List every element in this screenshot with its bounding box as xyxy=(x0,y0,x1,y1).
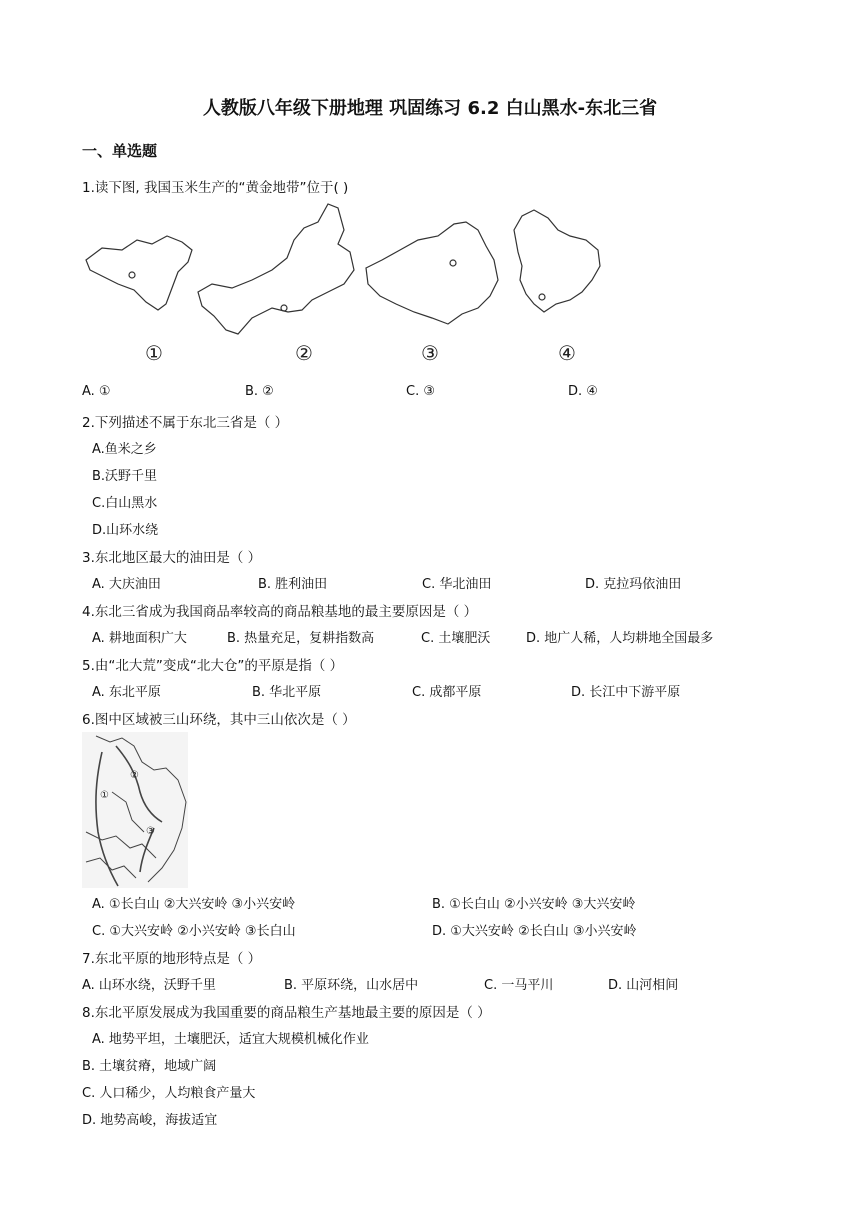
q1-option-d[interactable]: D. ④ xyxy=(568,384,598,399)
q8-option-b[interactable]: B. 土壤贫瘠，地域广阔 xyxy=(82,1059,217,1074)
q7-option-d[interactable]: D. 山河相间 xyxy=(608,978,679,993)
q5-option-b[interactable]: B. 华北平原 xyxy=(252,685,322,700)
q5-option-a[interactable]: A. 东北平原 xyxy=(92,685,161,700)
q7-option-c[interactable]: C. 一马平川 xyxy=(484,978,554,993)
q7-option-b[interactable]: B. 平原环绕，山水居中 xyxy=(284,978,419,993)
page-title: 人教版八年级下册地理 巩固练习 6.2 白山黑水-东北三省 xyxy=(202,98,658,119)
q5-option-c[interactable]: C. 成都平原 xyxy=(412,685,482,700)
q1-option-c[interactable]: C. ③ xyxy=(406,384,435,399)
q2-option-b[interactable]: B.沃野千里 xyxy=(92,469,158,484)
q4-option-c[interactable]: C. 土壤肥沃 xyxy=(421,631,491,646)
province-map-3 xyxy=(366,222,498,324)
province-map-2 xyxy=(198,204,354,334)
province-map-1 xyxy=(86,236,192,310)
q8-option-a[interactable]: A. 地势平坦，土壤肥沃，适宜大规模机械化作业 xyxy=(92,1032,369,1047)
q8-option-c[interactable]: C. 人口稀少，人均粮食产量大 xyxy=(82,1086,256,1101)
q5-option-d[interactable]: D. 长江中下游平原 xyxy=(571,685,681,700)
q7-option-a[interactable]: A. 山环水绕，沃野千里 xyxy=(82,978,216,993)
province-map-4 xyxy=(514,210,600,312)
q2-option-a[interactable]: A.鱼米之乡 xyxy=(92,442,157,457)
map-label-1: ① xyxy=(145,341,163,365)
q6-option-d[interactable]: D. ①大兴安岭 ②长白山 ③小兴安岭 xyxy=(432,924,637,939)
question-5-stem: 5.由“北大荒”变成“北大仓”的平原是指（ ） xyxy=(82,658,344,674)
q1-option-b[interactable]: B. ② xyxy=(245,384,274,399)
svg-text:①: ① xyxy=(100,790,109,801)
question-1-stem: 1.读下图, 我国玉米生产的“黄金地带”位于( ) xyxy=(82,180,349,196)
q3-option-d[interactable]: D. 克拉玛依油田 xyxy=(585,577,682,592)
q6-option-b[interactable]: B. ①长白山 ②小兴安岭 ③大兴安岭 xyxy=(432,897,636,912)
q3-option-c[interactable]: C. 华北油田 xyxy=(422,577,492,592)
map-label-3: ③ xyxy=(421,341,439,365)
question-7-stem: 7.东北平原的地形特点是（ ） xyxy=(82,951,262,967)
q3-option-b[interactable]: B. 胜利油田 xyxy=(258,577,328,592)
q3-option-a[interactable]: A. 大庆油田 xyxy=(92,577,161,592)
q8-option-d[interactable]: D. 地势高峻，海拔适宜 xyxy=(82,1113,218,1128)
q6-option-a[interactable]: A. ①长白山 ②大兴安岭 ③小兴安岭 xyxy=(92,897,296,912)
q4-option-a[interactable]: A. 耕地面积广大 xyxy=(92,631,187,646)
question-6-stem: 6.图中区域被三山环绕，其中三山依次是（ ） xyxy=(82,712,356,728)
question-8-stem: 8.东北平原发展成为我国重要的商品粮生产基地最主要的原因是（ ） xyxy=(82,1005,491,1021)
map-label-4: ④ xyxy=(558,341,576,365)
question-6-northeast-map xyxy=(82,732,188,888)
svg-text:②: ② xyxy=(130,770,139,781)
q4-option-d[interactable]: D. 地广人稀，人均耕地全国最多 xyxy=(526,631,714,646)
svg-text:③: ③ xyxy=(146,826,155,837)
question-1-province-maps xyxy=(82,200,612,370)
q4-option-b[interactable]: B. 热量充足，复耕指数高 xyxy=(227,631,375,646)
question-2-stem: 2.下列描述不属于东北三省是（ ） xyxy=(82,415,289,431)
question-4-stem: 4.东北三省成为我国商品率较高的商品粮基地的最主要原因是（ ） xyxy=(82,604,478,620)
section-heading: 一、单选题 xyxy=(82,142,158,160)
q2-option-d[interactable]: D.山环水绕 xyxy=(92,523,159,538)
question-3-stem: 3.东北地区最大的油田是（ ） xyxy=(82,550,262,566)
map-label-2: ② xyxy=(295,341,313,365)
q1-option-a[interactable]: A. ① xyxy=(82,384,111,399)
q6-option-c[interactable]: C. ①大兴安岭 ②小兴安岭 ③长白山 xyxy=(92,924,296,939)
q2-option-c[interactable]: C.白山黑水 xyxy=(92,496,158,511)
